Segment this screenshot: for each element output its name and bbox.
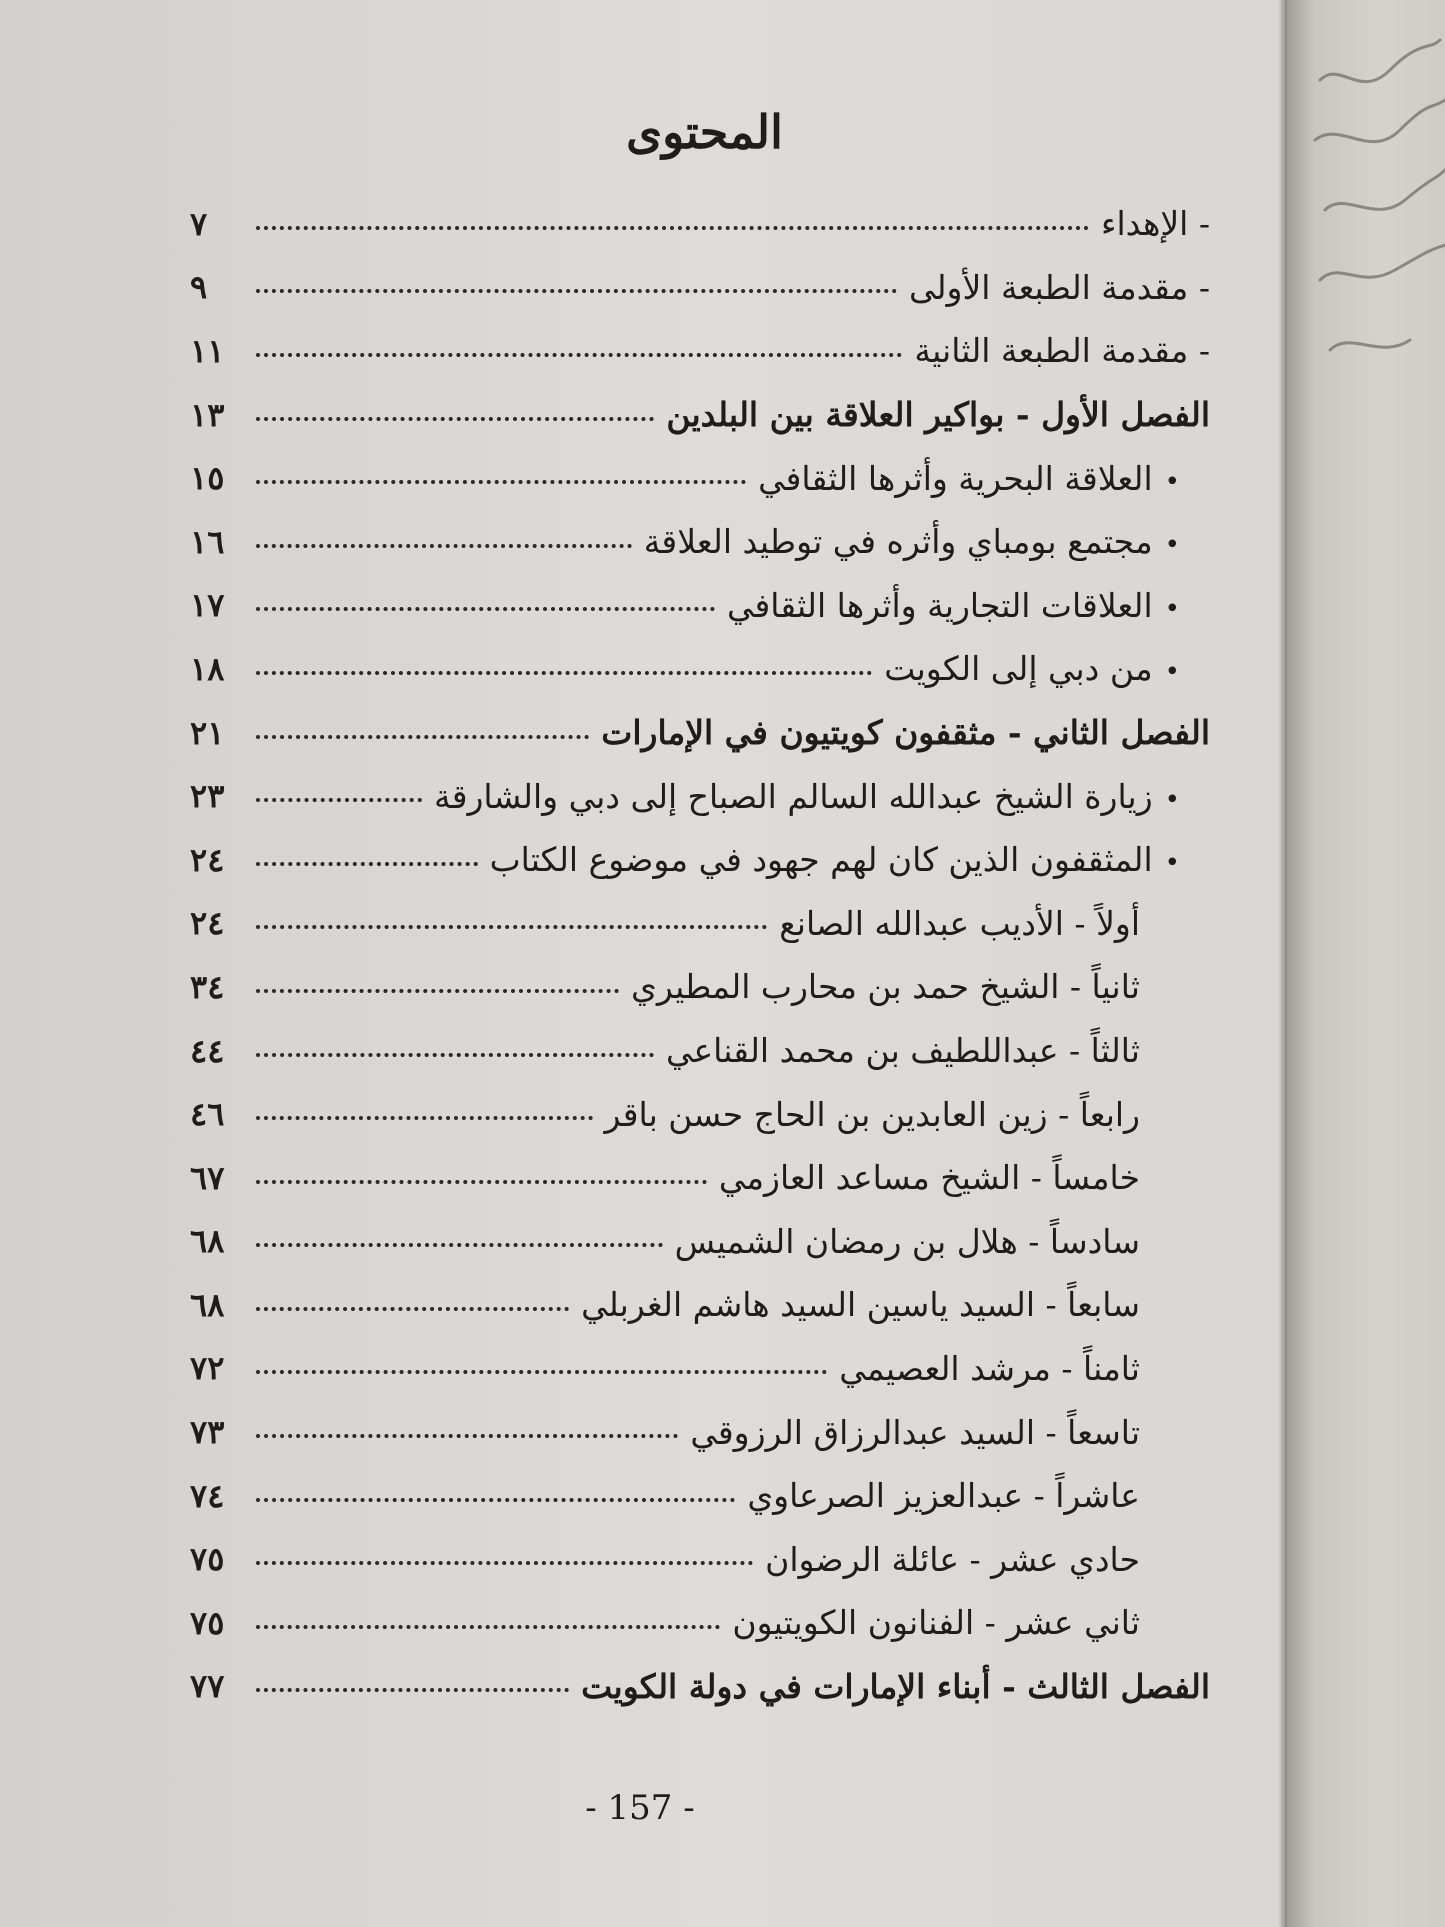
toc-entry-text: من دبي إلى الكويت bbox=[884, 649, 1153, 689]
toc-entry-label bbox=[752, 459, 1180, 498]
page-number-footer: - 157 - bbox=[585, 1788, 695, 1828]
toc-entry bbox=[190, 446, 1210, 510]
toc-entry bbox=[190, 192, 1210, 256]
toc-entry-label bbox=[1095, 204, 1210, 243]
toc-entry bbox=[190, 319, 1210, 383]
toc-entry bbox=[190, 1082, 1210, 1146]
dot-leader bbox=[256, 480, 746, 484]
dot-leader bbox=[256, 1116, 593, 1120]
dot-leader bbox=[256, 989, 619, 993]
toc-entry-label bbox=[878, 649, 1180, 688]
toc-entry bbox=[190, 637, 1210, 701]
dot-leader bbox=[256, 798, 422, 802]
dot-leader bbox=[256, 862, 478, 866]
toc-entry-text: ثالثاً - عبداللطيف بن محمد القناعي bbox=[665, 1031, 1140, 1071]
dot-leader bbox=[256, 1561, 753, 1565]
dot-leader bbox=[256, 1625, 720, 1629]
toc-entry-page: ٧٤ bbox=[190, 1476, 225, 1515]
toc-entry bbox=[190, 1210, 1210, 1274]
toc-entry bbox=[190, 955, 1210, 1019]
toc-entry bbox=[190, 1527, 1210, 1591]
toc-entry bbox=[190, 1337, 1210, 1401]
toc-entry-page: ١٨ bbox=[190, 649, 225, 688]
toc-heading-wrap bbox=[0, 105, 1445, 159]
bullet-icon: • bbox=[1164, 657, 1180, 688]
toc-entry bbox=[190, 256, 1210, 320]
toc-entry-text: خامساً - الشيخ مساعد العازمي bbox=[718, 1158, 1140, 1198]
toc-entry-text: تاسعاً - السيد عبدالرزاق الرزوقي bbox=[690, 1412, 1140, 1452]
dot-leader bbox=[256, 226, 1089, 230]
toc-entry bbox=[190, 1655, 1210, 1719]
toc-entry-page: ٧٥ bbox=[190, 1603, 225, 1642]
toc-entry bbox=[190, 1146, 1210, 1210]
toc-entry-text: ثامناً - مرشد العصيمي bbox=[839, 1348, 1140, 1388]
dot-leader bbox=[256, 1243, 663, 1247]
toc-entry-label bbox=[575, 1285, 1140, 1324]
toc-entry-text: المثقفون الذين كان لهم جهود في موضوع الكتاب bbox=[489, 840, 1153, 880]
toc-entry bbox=[190, 574, 1210, 638]
toc-entry bbox=[190, 1019, 1210, 1083]
toc-entry-page: ٤٦ bbox=[190, 1095, 225, 1134]
toc-entry-text: سادساً - هلال بن رمضان الشميس bbox=[674, 1221, 1140, 1261]
toc-entry bbox=[190, 892, 1210, 956]
page-gutter-shadow bbox=[1278, 0, 1288, 1927]
dot-leader bbox=[256, 1688, 569, 1692]
toc-entry-text: ثانياً - الشيخ حمد بن محارب المطيري bbox=[631, 967, 1140, 1007]
toc-entry-page: ١٣ bbox=[190, 395, 225, 434]
dot-leader bbox=[256, 417, 654, 421]
toc-entry-text: زيارة الشيخ عبدالله السالم الصباح إلى دبي والشارقة bbox=[434, 776, 1153, 816]
toc-entry-page: ٦٨ bbox=[190, 1222, 225, 1261]
toc-entry-text: الفصل الأول - بواكير العلاقة بين البلدين bbox=[666, 395, 1210, 435]
bullet-icon: • bbox=[1164, 466, 1180, 497]
toc-entry-text: ثاني عشر - الفنانون الكويتيون bbox=[732, 1603, 1140, 1643]
dot-leader bbox=[256, 607, 715, 611]
toc-entry-label bbox=[713, 1158, 1140, 1197]
toc-entry-text: سابعاً - السيد ياسين السيد هاشم الغربلي bbox=[581, 1285, 1140, 1325]
toc-entry-label bbox=[908, 331, 1210, 370]
toc-entry-text: عاشراً - عبدالعزيز الصرعاوي bbox=[747, 1476, 1140, 1516]
toc-entry bbox=[190, 764, 1210, 828]
toc-entry-page: ٣٤ bbox=[190, 967, 225, 1006]
toc-entry-page: ٤٤ bbox=[190, 1031, 225, 1070]
toc-entry-label bbox=[638, 522, 1180, 561]
toc-entry-label bbox=[721, 586, 1180, 625]
toc-entry-text: أولاً - الأديب عبدالله الصانع bbox=[779, 903, 1140, 943]
toc-entry bbox=[190, 1464, 1210, 1528]
dot-leader bbox=[256, 1434, 678, 1438]
dot-leader bbox=[256, 1370, 827, 1374]
toc-entry-page: ١٥ bbox=[190, 459, 225, 498]
toc-entry bbox=[190, 510, 1210, 574]
toc-entry-page: ٦٧ bbox=[190, 1158, 225, 1197]
toc-entry-label bbox=[741, 1476, 1140, 1515]
toc-entry-page: ٩ bbox=[190, 268, 208, 307]
bullet-icon: • bbox=[1164, 593, 1180, 624]
toc-entry bbox=[190, 1591, 1210, 1655]
dot-leader bbox=[256, 925, 767, 929]
toc-entry-text: العلاقات التجارية وأثرها الثقافي bbox=[726, 585, 1153, 625]
toc-entry-text: - مقدمة الطبعة الأولى bbox=[908, 267, 1210, 307]
toc-entry-page: ١٦ bbox=[190, 522, 225, 561]
toc-entry-page: ٧٢ bbox=[190, 1349, 225, 1388]
toc-entry-page: ٧٧ bbox=[190, 1667, 225, 1706]
dot-leader bbox=[256, 1180, 707, 1184]
toc-entry-page: ٢١ bbox=[190, 713, 225, 752]
toc-entry bbox=[190, 828, 1210, 892]
toc-entry bbox=[190, 701, 1210, 765]
toc-entry-label bbox=[625, 967, 1140, 1006]
dot-leader bbox=[256, 1498, 735, 1502]
toc-entry-page: ٢٤ bbox=[190, 840, 225, 879]
toc-entry-text: العلاقة البحرية وأثرها الثقافي bbox=[758, 458, 1153, 498]
toc-entry-text: الفصل الثالث - أبناء الإمارات في دولة الكويت bbox=[581, 1666, 1210, 1706]
toc-entry-page: ١٧ bbox=[190, 586, 225, 625]
toc-entry-page: ٢٣ bbox=[190, 777, 225, 816]
toc-entry-label bbox=[660, 1031, 1140, 1070]
toc-entry-text: حادي عشر - عائلة الرضوان bbox=[765, 1539, 1140, 1579]
table-of-contents bbox=[190, 192, 1210, 1718]
dot-leader bbox=[256, 735, 589, 739]
toc-entry-label bbox=[575, 1667, 1210, 1706]
dot-leader bbox=[256, 289, 897, 293]
toc-entry bbox=[190, 1273, 1210, 1337]
toc-entry-label bbox=[726, 1603, 1140, 1642]
toc-entry-label bbox=[595, 713, 1210, 752]
toc-entry-label bbox=[759, 1540, 1140, 1579]
toc-entry-label bbox=[684, 1413, 1140, 1452]
toc-entry-page: ٧ bbox=[190, 204, 208, 243]
toc-entry-page: ٧٥ bbox=[190, 1540, 225, 1579]
toc-entry-label bbox=[669, 1222, 1140, 1261]
toc-entry-page: ٧٣ bbox=[190, 1413, 225, 1452]
dot-leader bbox=[256, 353, 902, 357]
toc-entry-text: رابعاً - زين العابدين بن الحاج حسن باقر bbox=[604, 1094, 1140, 1134]
bullet-icon: • bbox=[1164, 530, 1180, 561]
toc-entry-text: - مقدمة الطبعة الثانية bbox=[914, 331, 1210, 371]
toc-entry bbox=[190, 1400, 1210, 1464]
toc-entry bbox=[190, 383, 1210, 447]
dot-leader bbox=[256, 544, 632, 548]
toc-entry-page: ٢٤ bbox=[190, 904, 225, 943]
toc-entry-page: ٦٨ bbox=[190, 1285, 225, 1324]
toc-entry-label bbox=[484, 840, 1180, 879]
toc-entry-text: الفصل الثاني - مثقفون كويتيون في الإمارات bbox=[601, 713, 1210, 753]
bullet-icon: • bbox=[1164, 784, 1180, 815]
toc-entry-label bbox=[903, 268, 1210, 307]
toc-entry-page: ١١ bbox=[190, 331, 225, 370]
toc-entry-label bbox=[833, 1349, 1140, 1388]
toc-entry-label bbox=[428, 777, 1180, 816]
toc-heading: المحتوى bbox=[626, 105, 783, 159]
bullet-icon: • bbox=[1164, 848, 1180, 879]
dot-leader bbox=[256, 1307, 569, 1311]
dot-leader bbox=[256, 1053, 654, 1057]
toc-entry-text: مجتمع بومباي وأثره في توطيد العلاقة bbox=[643, 522, 1153, 562]
toc-entry-label bbox=[773, 904, 1140, 943]
handwriting-scribble bbox=[1300, 20, 1445, 440]
dot-leader bbox=[256, 671, 872, 675]
toc-entry-text: - الإهداء bbox=[1100, 204, 1210, 244]
toc-entry-label bbox=[660, 395, 1210, 434]
toc-entry-label bbox=[599, 1095, 1140, 1134]
